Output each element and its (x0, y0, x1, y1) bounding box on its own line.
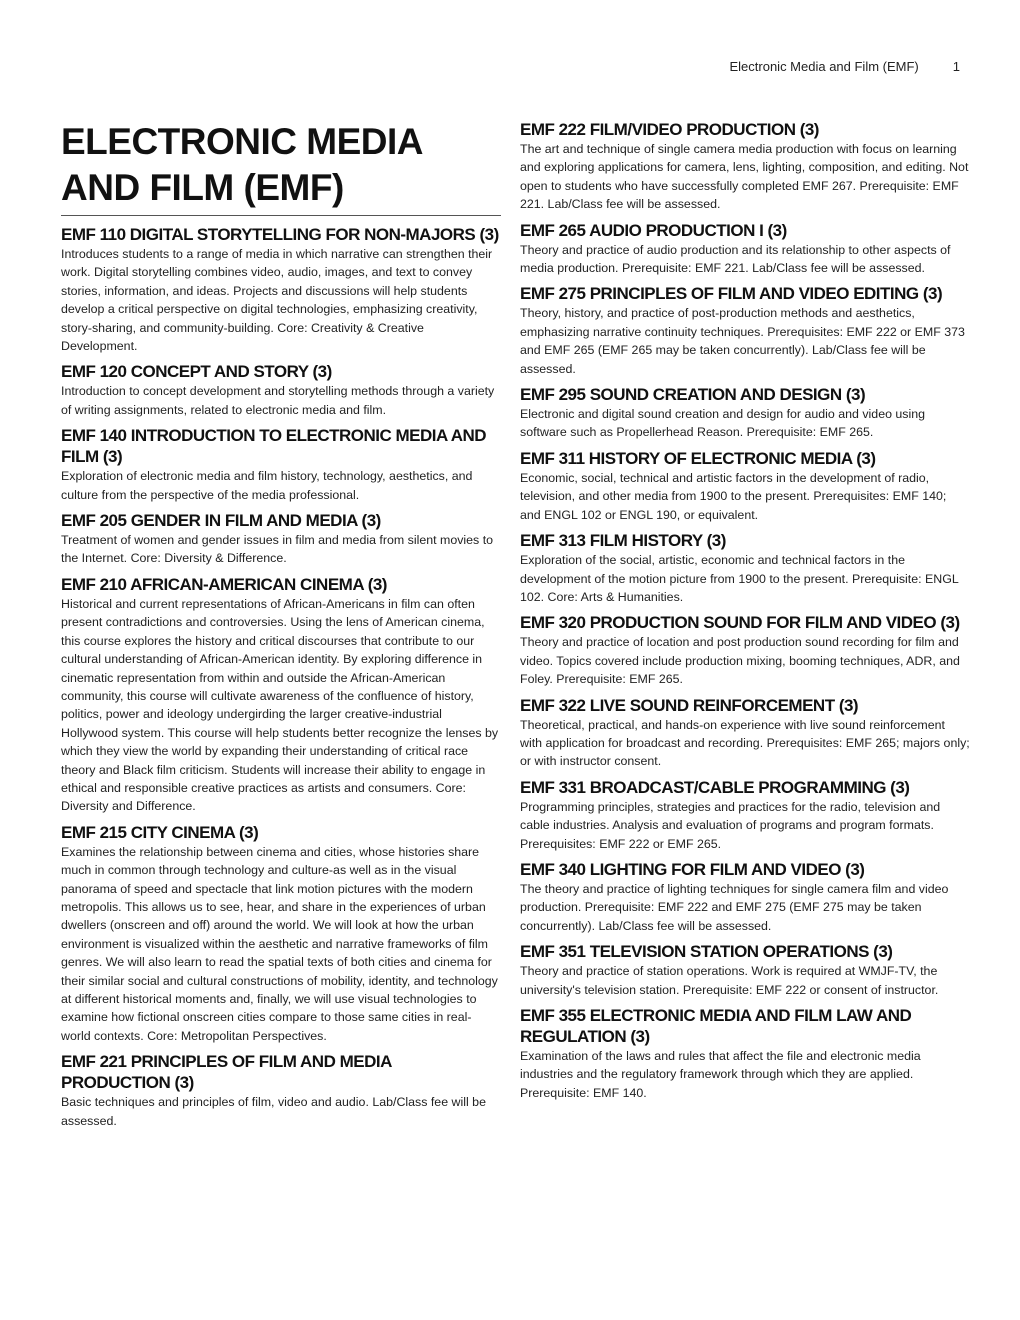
course-entry (61, 574, 501, 816)
course-description: Introduction to concept development and storytelling methods through a variety of writing assignments, related to electronic media and film. (61, 384, 495, 417)
course-title: EMF 351 TELEVISION STATION OPERATIONS (3) (520, 942, 893, 962)
course-description: Economic, social, technical and artistic factors in the development of radio, television, and other media from 1900 to the present. Prerequisites: EMF 140; and ENGL 102 or ENGL 190, or equivalent. (520, 470, 947, 522)
course-entry (61, 1051, 501, 1130)
right-column (520, 119, 970, 1102)
course-entry (520, 220, 970, 278)
course-description: Electronic and digital sound creation and design for audio and video using software such as Propellerhead Reason. Prerequisite: EMF 265. (520, 407, 926, 440)
course-description: Exploration of the social, artistic, economic and technical factors in the development of the motion picture from 1900 to the present. Prerequisite: ENGL 102. Core: Arts & Humanities. (520, 553, 959, 604)
course-entry (520, 530, 970, 606)
course-title: EMF 215 CITY CINEMA (3) (61, 822, 259, 842)
course-title: EMF 295 SOUND CREATION AND DESIGN (3) (520, 385, 866, 405)
course-title: EMF 275 PRINCIPLES OF FILM AND VIDEO EDITING (3) (520, 284, 943, 304)
running-header (729, 59, 960, 74)
course-entry (520, 859, 970, 935)
course-description: Theory and practice of location and post production sound recording for film and video. Topics covered include production mixing, booming techniques, ADR, and Foley. Prerequisite: EMF 265. (520, 635, 960, 687)
course-entry (61, 510, 501, 568)
course-entry (61, 361, 501, 419)
course-description: Theory and practice of station operations. Work is required at WMJF-TV, the university's television station. Prerequisite: EMF 222 or consent of instructor. (520, 964, 939, 997)
course-description: Introduces students to a range of media in which narrative can strengthen their work. Digital storytelling combines video, audio, images, and text to convey stories, information, and ideas. Projects and discussions will help students develop a critical perspective on digital technologies, emphasizing creativity, story-sharing, and community-building. Core: Creativity & Creative Development. (61, 247, 493, 354)
course-title: EMF 313 FILM HISTORY (3) (520, 531, 726, 551)
course-description: Treatment of women and gender issues in film and media from silent movies to the Internet. Core: Diversity & Difference. (61, 533, 494, 566)
course-description: Theoretical, practical, and hands-on experience with live sound reinforcement with application for broadcast and recording. Prerequisites: EMF 265; majors only; or with instructor consent. (520, 717, 970, 769)
course-entry (520, 119, 970, 214)
course-title: EMF 311 HISTORY OF ELECTRONIC MEDIA (3) (520, 448, 876, 468)
left-course-list (61, 224, 501, 1130)
course-entry (61, 822, 501, 1045)
course-entry (520, 612, 970, 688)
course-entry (520, 695, 970, 771)
course-title: EMF 355 ELECTRONIC MEDIA AND FILM LAW AND REGULATION (3) (520, 1006, 912, 1046)
course-description: Programming principles, strategies and practices for the radio, television and cable industries. Analysis and evaluation of programs and program formats. Prerequisites: EMF 222 or EMF 265. (520, 799, 941, 851)
course-entry (520, 777, 970, 853)
page-number: 1 (952, 59, 960, 74)
course-entry (61, 224, 501, 355)
course-description: Examination of the laws and rules that affect the file and electronic media industries and the regulatory framework through which they are applied. Prerequisite: EMF 140. (520, 1049, 921, 1100)
course-entry (520, 1005, 970, 1102)
right-course-list (520, 119, 970, 1102)
course-description: The art and technique of single camera media production with focus on learning and exploring applications for camera, lens, lighting, composition, and editing. Not open to students who have successfully completed EMF 267. Prerequisite: EMF 221. Lab/Class fee will be assessed. (520, 142, 969, 212)
course-description: Theory and practice of audio production and its relationship to other aspects of media production. Prerequisite: EMF 221. Lab/Class fee will be assessed. (520, 242, 951, 276)
course-description: The theory and practice of lighting techniques for single camera film and video production. Prerequisite: EMF 222 and EMF 275 (EMF 275 may be taken concurrently). Lab/Class fee will be assessed. (520, 881, 949, 933)
course-description: Historical and current representations of African-Americans in film can often present contradictions and controversies. Using the lens of American cinema, this course explores the history and critical discourses that contribute to our cultural understanding of African-American identity. By exploring difference in cinematic representation from within and outside the African-American community, this course will cultivate awareness of the confluence of history, politics, power and ideology undergirding the larger creative-industrial Hollywood system. This course will help students better recognize the lenses by which they view the world by expanding their understanding of critical race theory and Black film criticism. Students will increase their ability to engage in ethical and responsible creative practices as artists and consumers. Core: Diversity and Difference. (61, 596, 499, 814)
course-description: Examines the relationship between cinema and cities, whose histories share much in common through technology and culture-as well as in the visual panorama of speed and spectacle that link motion pictures with the modern metropolis. This allows us to see, hear, and share in the experiences of urban dwellers (onscreen and off) around the world. We will look at how the urban environment is visualized within the aesthetic and narrative frameworks of film genres. We will also learn to read the spatial texts of both cities and cinema for their similar social and cultural constructions of mobility, identity, and technology at different historical moments and, finally, we will use visual technologies to examine how fictional onscreen cities compare to those same cities in real-world contexts. Core: Metropolitan Perspectives. (61, 844, 498, 1043)
running-title: Electronic Media and Film (EMF) (729, 59, 919, 74)
course-title: EMF 221 PRINCIPLES OF FILM AND MEDIA PRODUCTION (3) (61, 1052, 392, 1093)
course-title: EMF 205 GENDER IN FILM AND MEDIA (3) (61, 511, 381, 531)
course-entry (520, 384, 970, 442)
left-column (61, 119, 501, 1130)
course-title: EMF 110 DIGITAL STORYTELLING FOR NON-MAJORS (3) (61, 225, 499, 244)
course-entry (520, 941, 970, 999)
course-title: EMF 140 INTRODUCTION TO ELECTRONIC MEDIA AND FILM (3) (61, 426, 487, 467)
course-title: EMF 320 PRODUCTION SOUND FOR FILM AND VIDEO (3) (520, 613, 960, 633)
course-entry (520, 448, 970, 524)
course-title: EMF 265 AUDIO PRODUCTION I (3) (520, 220, 787, 240)
course-entry (61, 425, 501, 504)
course-description: Theory, history, and practice of post-production methods and aesthetics, emphasizing narrative continuity techniques. Prerequisites: EMF 222 or EMF 373 and EMF 265 (EMF 265 may be taken concurrently). Lab/Class fee will be assessed. (520, 306, 965, 376)
course-description: Basic techniques and principles of film, video and audio. Lab/Class fee will be assessed. (61, 1095, 486, 1128)
course-title: EMF 322 LIVE SOUND REINFORCEMENT (3) (520, 695, 859, 715)
course-title: EMF 120 CONCEPT AND STORY (3) (61, 362, 332, 382)
course-description: Exploration of electronic media and film history, technology, aesthetics, and culture from the perspective of the media professional. (61, 469, 473, 502)
course-title: EMF 340 LIGHTING FOR FILM AND VIDEO (3) (520, 859, 865, 879)
course-title: EMF 210 AFRICAN-AMERICAN CINEMA (3) (61, 574, 387, 594)
course-entry (520, 283, 970, 378)
page-title: ELECTRONIC MEDIA AND FILM (EMF) (61, 119, 501, 216)
course-title: EMF 331 BROADCAST/CABLE PROGRAMMING (3) (520, 777, 910, 797)
course-title: EMF 222 FILM/VIDEO PRODUCTION (3) (520, 120, 819, 139)
